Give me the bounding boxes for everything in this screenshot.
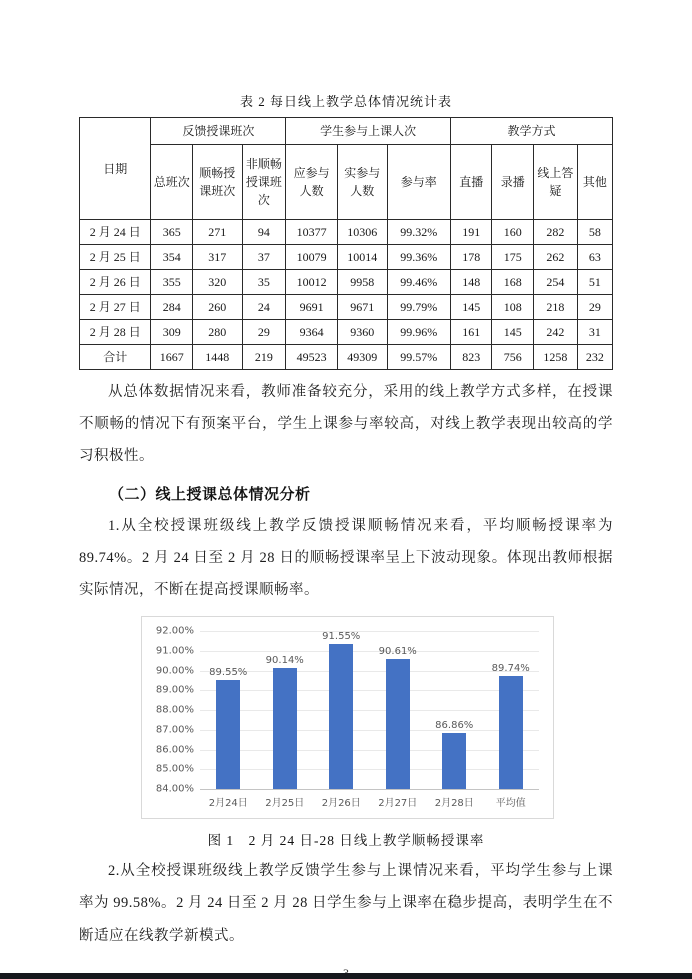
table-cell: 108 [492, 295, 534, 320]
table-cell: 10306 [337, 220, 387, 245]
y-axis-tick-label: 90.00% [155, 665, 194, 677]
table-cell: 99.36% [387, 245, 450, 270]
bar-group [200, 631, 257, 789]
table-header-row-groups [80, 118, 613, 145]
y-axis-tick-label: 91.00% [155, 645, 194, 657]
page-content [79, 0, 613, 979]
bottom-edge-bar [0, 973, 692, 979]
table-row [80, 220, 613, 245]
table-cell: 29 [577, 295, 612, 320]
column-header-date: 日期 [80, 118, 151, 220]
chart-bars [200, 631, 539, 789]
table-cell: 10377 [286, 220, 338, 245]
y-axis-tick-label: 85.00% [155, 763, 194, 775]
x-axis-line [200, 789, 539, 790]
table-cell: 756 [492, 345, 534, 370]
bar [329, 644, 353, 789]
table-cell: 10079 [286, 245, 338, 270]
bar-value-label: 89.55% [209, 666, 248, 678]
table-cell: 232 [577, 345, 612, 370]
table-cell: 280 [192, 320, 242, 345]
table-cell: 148 [450, 270, 492, 295]
column-header-actual-participants: 实参与人数 [337, 145, 387, 220]
table-cell: 1258 [534, 345, 578, 370]
x-axis-tick-label: 2月24日 [208, 798, 248, 810]
table-cell: 145 [492, 320, 534, 345]
column-header-nonsmooth-classes: 非顺畅授课班次 [242, 145, 286, 220]
table-cell: 271 [192, 220, 242, 245]
table-cell: 9360 [337, 320, 387, 345]
table-cell: 9958 [337, 270, 387, 295]
table-row [80, 270, 613, 295]
table-cell: 31 [577, 320, 612, 345]
bar-value-label: 91.55% [322, 631, 361, 643]
section-heading-analysis: （二）线上授课总体情况分析 [109, 485, 311, 503]
x-axis-tick-label: 2月25日 [265, 798, 305, 810]
column-header-smooth-classes: 顺畅授课班次 [192, 145, 242, 220]
table-cell: 175 [492, 245, 534, 270]
table-body [80, 220, 613, 370]
x-axis-tick-label: 2月26日 [321, 798, 361, 810]
table-cell: 49309 [337, 345, 387, 370]
column-header-live: 直播 [450, 145, 492, 220]
table-cell: 161 [450, 320, 492, 345]
table-cell: 94 [242, 220, 286, 245]
table-cell: 10012 [286, 270, 338, 295]
table-cell: 219 [242, 345, 286, 370]
bar-group [313, 631, 370, 789]
paragraph-smooth-rate: 1.从全校授课班级线上教学反馈授课顺畅情况来看，平均顺畅授课率为 89.74%。2 月 24 日至 2 月 28 日的顺畅授课率呈上下波动现象。体现出教师根据实际情况，不断在提高授课顺畅率。 [79, 517, 613, 598]
bar-group [257, 631, 314, 789]
table-cell: 354 [151, 245, 193, 270]
column-header-other: 其他 [577, 145, 612, 220]
x-axis-tick-label: 平均值 [495, 798, 526, 810]
table-row [80, 295, 613, 320]
table-cell: 51 [577, 270, 612, 295]
figure-caption: 图 1 2 月 24 日-28 日线上教学顺畅授课率 [207, 833, 485, 849]
chart-y-axis [152, 625, 200, 795]
paragraph-overall-summary: 从总体数据情况来看，教师准备较充分，采用的线上教学方式多样，在授课不顺畅的情况下有预案平台，学生上课参与率较高，对线上教学表现出较高的学习积极性。 [79, 384, 613, 465]
daily-stats-table [79, 117, 613, 370]
table-cell: 365 [151, 220, 193, 245]
table-title: 表 2 每日线上教学总体情况统计表 [239, 94, 452, 109]
table-cell: 260 [192, 295, 242, 320]
column-group-teaching-methods: 教学方式 [450, 118, 612, 145]
table-cell: 823 [450, 345, 492, 370]
table-cell: 2 月 28 日 [80, 320, 151, 345]
table-cell: 58 [577, 220, 612, 245]
chart-plot [200, 631, 539, 789]
table-cell: 1448 [192, 345, 242, 370]
chart-plot-area-wrapper [152, 625, 539, 795]
table-cell: 2 月 27 日 [80, 295, 151, 320]
table-cell: 242 [534, 320, 578, 345]
x-axis-tick-label: 2月28日 [434, 798, 474, 810]
y-axis-tick-label: 88.00% [155, 704, 194, 716]
column-header-total-classes: 总班次 [151, 145, 193, 220]
table-cell: 9671 [337, 295, 387, 320]
column-header-participation-rate: 参与率 [387, 145, 450, 220]
table-cell: 9691 [286, 295, 338, 320]
bar-chart-smooth-teaching-rate [141, 616, 554, 819]
table-cell: 99.32% [387, 220, 450, 245]
bar-group [426, 631, 483, 789]
table-cell: 99.79% [387, 295, 450, 320]
column-header-online-qa: 线上答疑 [534, 145, 578, 220]
column-group-student-participation: 学生参与上课人次 [286, 118, 451, 145]
bar [499, 676, 523, 789]
table-cell: 178 [450, 245, 492, 270]
column-header-expected-participants: 应参与人数 [286, 145, 338, 220]
table-cell: 合计 [80, 345, 151, 370]
table-row [80, 245, 613, 270]
table-cell: 99.46% [387, 270, 450, 295]
x-axis-tick-label: 2月27日 [378, 798, 418, 810]
bar [442, 733, 466, 789]
table-cell: 35 [242, 270, 286, 295]
y-axis-tick-label: 84.00% [155, 783, 194, 795]
table-row [80, 320, 613, 345]
table-cell: 168 [492, 270, 534, 295]
table-cell: 320 [192, 270, 242, 295]
table-cell: 49523 [286, 345, 338, 370]
table-cell: 2 月 25 日 [80, 245, 151, 270]
chart-x-axis [200, 794, 539, 809]
bar-value-label: 90.61% [378, 645, 417, 657]
table-cell: 2 月 24 日 [80, 220, 151, 245]
table-header-row-subs [80, 145, 613, 220]
table-cell: 1667 [151, 345, 193, 370]
table-cell: 317 [192, 245, 242, 270]
table-cell: 2 月 26 日 [80, 270, 151, 295]
table-cell: 262 [534, 245, 578, 270]
table-row [80, 345, 613, 370]
table-cell: 99.96% [387, 320, 450, 345]
table-cell: 99.57% [387, 345, 450, 370]
bar-value-label: 89.74% [491, 662, 530, 674]
table-cell: 160 [492, 220, 534, 245]
table-cell: 254 [534, 270, 578, 295]
table-cell: 63 [577, 245, 612, 270]
table-cell: 282 [534, 220, 578, 245]
table-cell: 218 [534, 295, 578, 320]
table-cell: 9364 [286, 320, 338, 345]
bar-group [483, 631, 540, 789]
table-cell: 29 [242, 320, 286, 345]
table-cell: 355 [151, 270, 193, 295]
bar [216, 680, 240, 790]
table-cell: 10014 [337, 245, 387, 270]
y-axis-tick-label: 87.00% [155, 724, 194, 736]
table-cell: 284 [151, 295, 193, 320]
column-header-recorded: 录播 [492, 145, 534, 220]
y-axis-tick-label: 86.00% [155, 744, 194, 756]
bar [386, 659, 410, 790]
bar-value-label: 86.86% [435, 719, 474, 731]
bar [273, 668, 297, 789]
table-cell: 37 [242, 245, 286, 270]
table-cell: 309 [151, 320, 193, 345]
paragraph-participation-rate: 2.从全校授课班级线上教学反馈学生参与上课情况来看，平均学生参与上课率为 99.58%。2 月 24 日至 2 月 28 日学生参与上课率在稳步提高，表明学生在不断适应在线教学新模式。 [79, 863, 613, 944]
bar-group [370, 631, 427, 789]
column-group-feedback-classes: 反馈授课班次 [151, 118, 286, 145]
y-axis-tick-label: 89.00% [155, 684, 194, 696]
y-axis-tick-label: 92.00% [155, 625, 194, 637]
table-cell: 24 [242, 295, 286, 320]
table-cell: 191 [450, 220, 492, 245]
table-cell: 145 [450, 295, 492, 320]
bar-value-label: 90.14% [265, 654, 304, 666]
